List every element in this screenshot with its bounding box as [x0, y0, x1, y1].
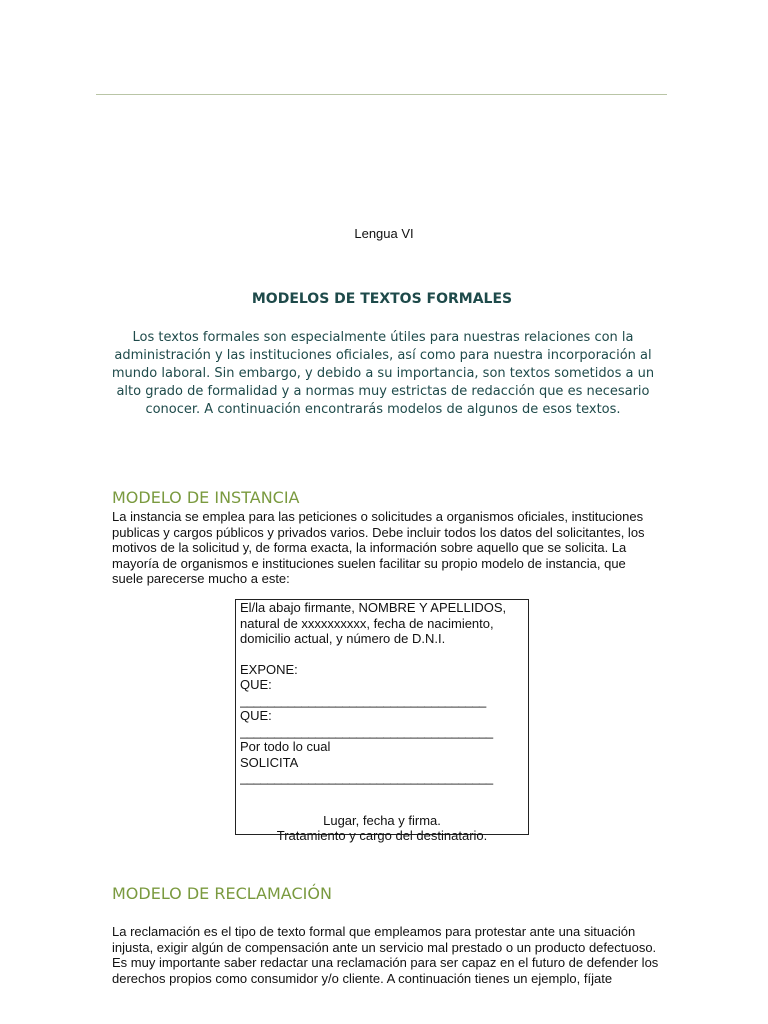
form-spacer — [240, 647, 528, 662]
instancia-form-box — [235, 599, 529, 843]
section-heading-reclamacion: MODELO DE RECLAMACIÓN — [112, 884, 332, 903]
subject-label: Lengua VI — [354, 226, 414, 241]
form-line-firmante: El/la abajo firmante, NOMBRE Y APELLIDOS, — [240, 600, 507, 615]
form-expone: EXPONE: — [240, 661, 298, 677]
form-rule-2: _____________________________________ — [240, 723, 493, 739]
document-title: MODELOS DE TEXTOS FORMALES — [251, 291, 513, 307]
form-que-1: QUE: — [240, 677, 272, 692]
form-spacer-2 — [240, 786, 528, 813]
form-rule-3: _____________________________________ — [240, 770, 493, 785]
form-rule-1: ____________________________________ — [240, 692, 486, 708]
form-que-2: QUE: — [240, 708, 272, 723]
form-line-domicilio: domicilio actual, y número de D.N.I. — [240, 631, 446, 646]
section-heading-instancia: MODELO DE INSTANCIA — [112, 488, 300, 507]
intro-paragraph: Los textos formales son especialmente útiles para nuestras relaciones con la administración y las instituciones oficiales, así como para nuestra incorporación al mundo laboral. Sin embargo, y debido a su importancia, son textos sometidos a un alto grado de formalidad y a normas muy estrictas de redacción que es necesario conocer. A continuación encontrarás modelos de algunos de esos textos. — [111, 330, 655, 417]
reclamacion-paragraph: La reclamación es el tipo de texto formal que empleamos para protestar ante una situación injusta, exigir algún de compensación ante un servicio mal prestado o un producto defectuoso. Es muy importante saber redactar una reclamación para ser capaz en el futuro de defender los derechos propios como consumidor y/o cliente. A continuación tienes un ejemplo, fíjate — [112, 924, 659, 986]
instancia-paragraph: La instancia se emplea para las peticiones o solicitudes a organismos oficiales, instituciones publicas y cargos públicos y privados varios. Debe incluir todos los datos del solicitantes, los motivos de la solicitud y, de forma exacta, la información sobre aquello que se solicita. La mayoría de organismos e instituciones suelen facilitar su propio modelo de instancia, que suele parecerse mucho a este: — [112, 509, 645, 586]
form-line-natural: natural de xxxxxxxxxx, fecha de nacimiento, — [240, 615, 494, 631]
form-por-todo: Por todo lo cual — [240, 739, 331, 754]
form-solicita: SOLICITA — [240, 754, 299, 770]
header-rule — [96, 94, 667, 95]
form-firma: Lugar, fecha y firma. — [323, 812, 441, 828]
form-destinatario: Tratamiento y cargo del destinatario. — [276, 828, 488, 843]
